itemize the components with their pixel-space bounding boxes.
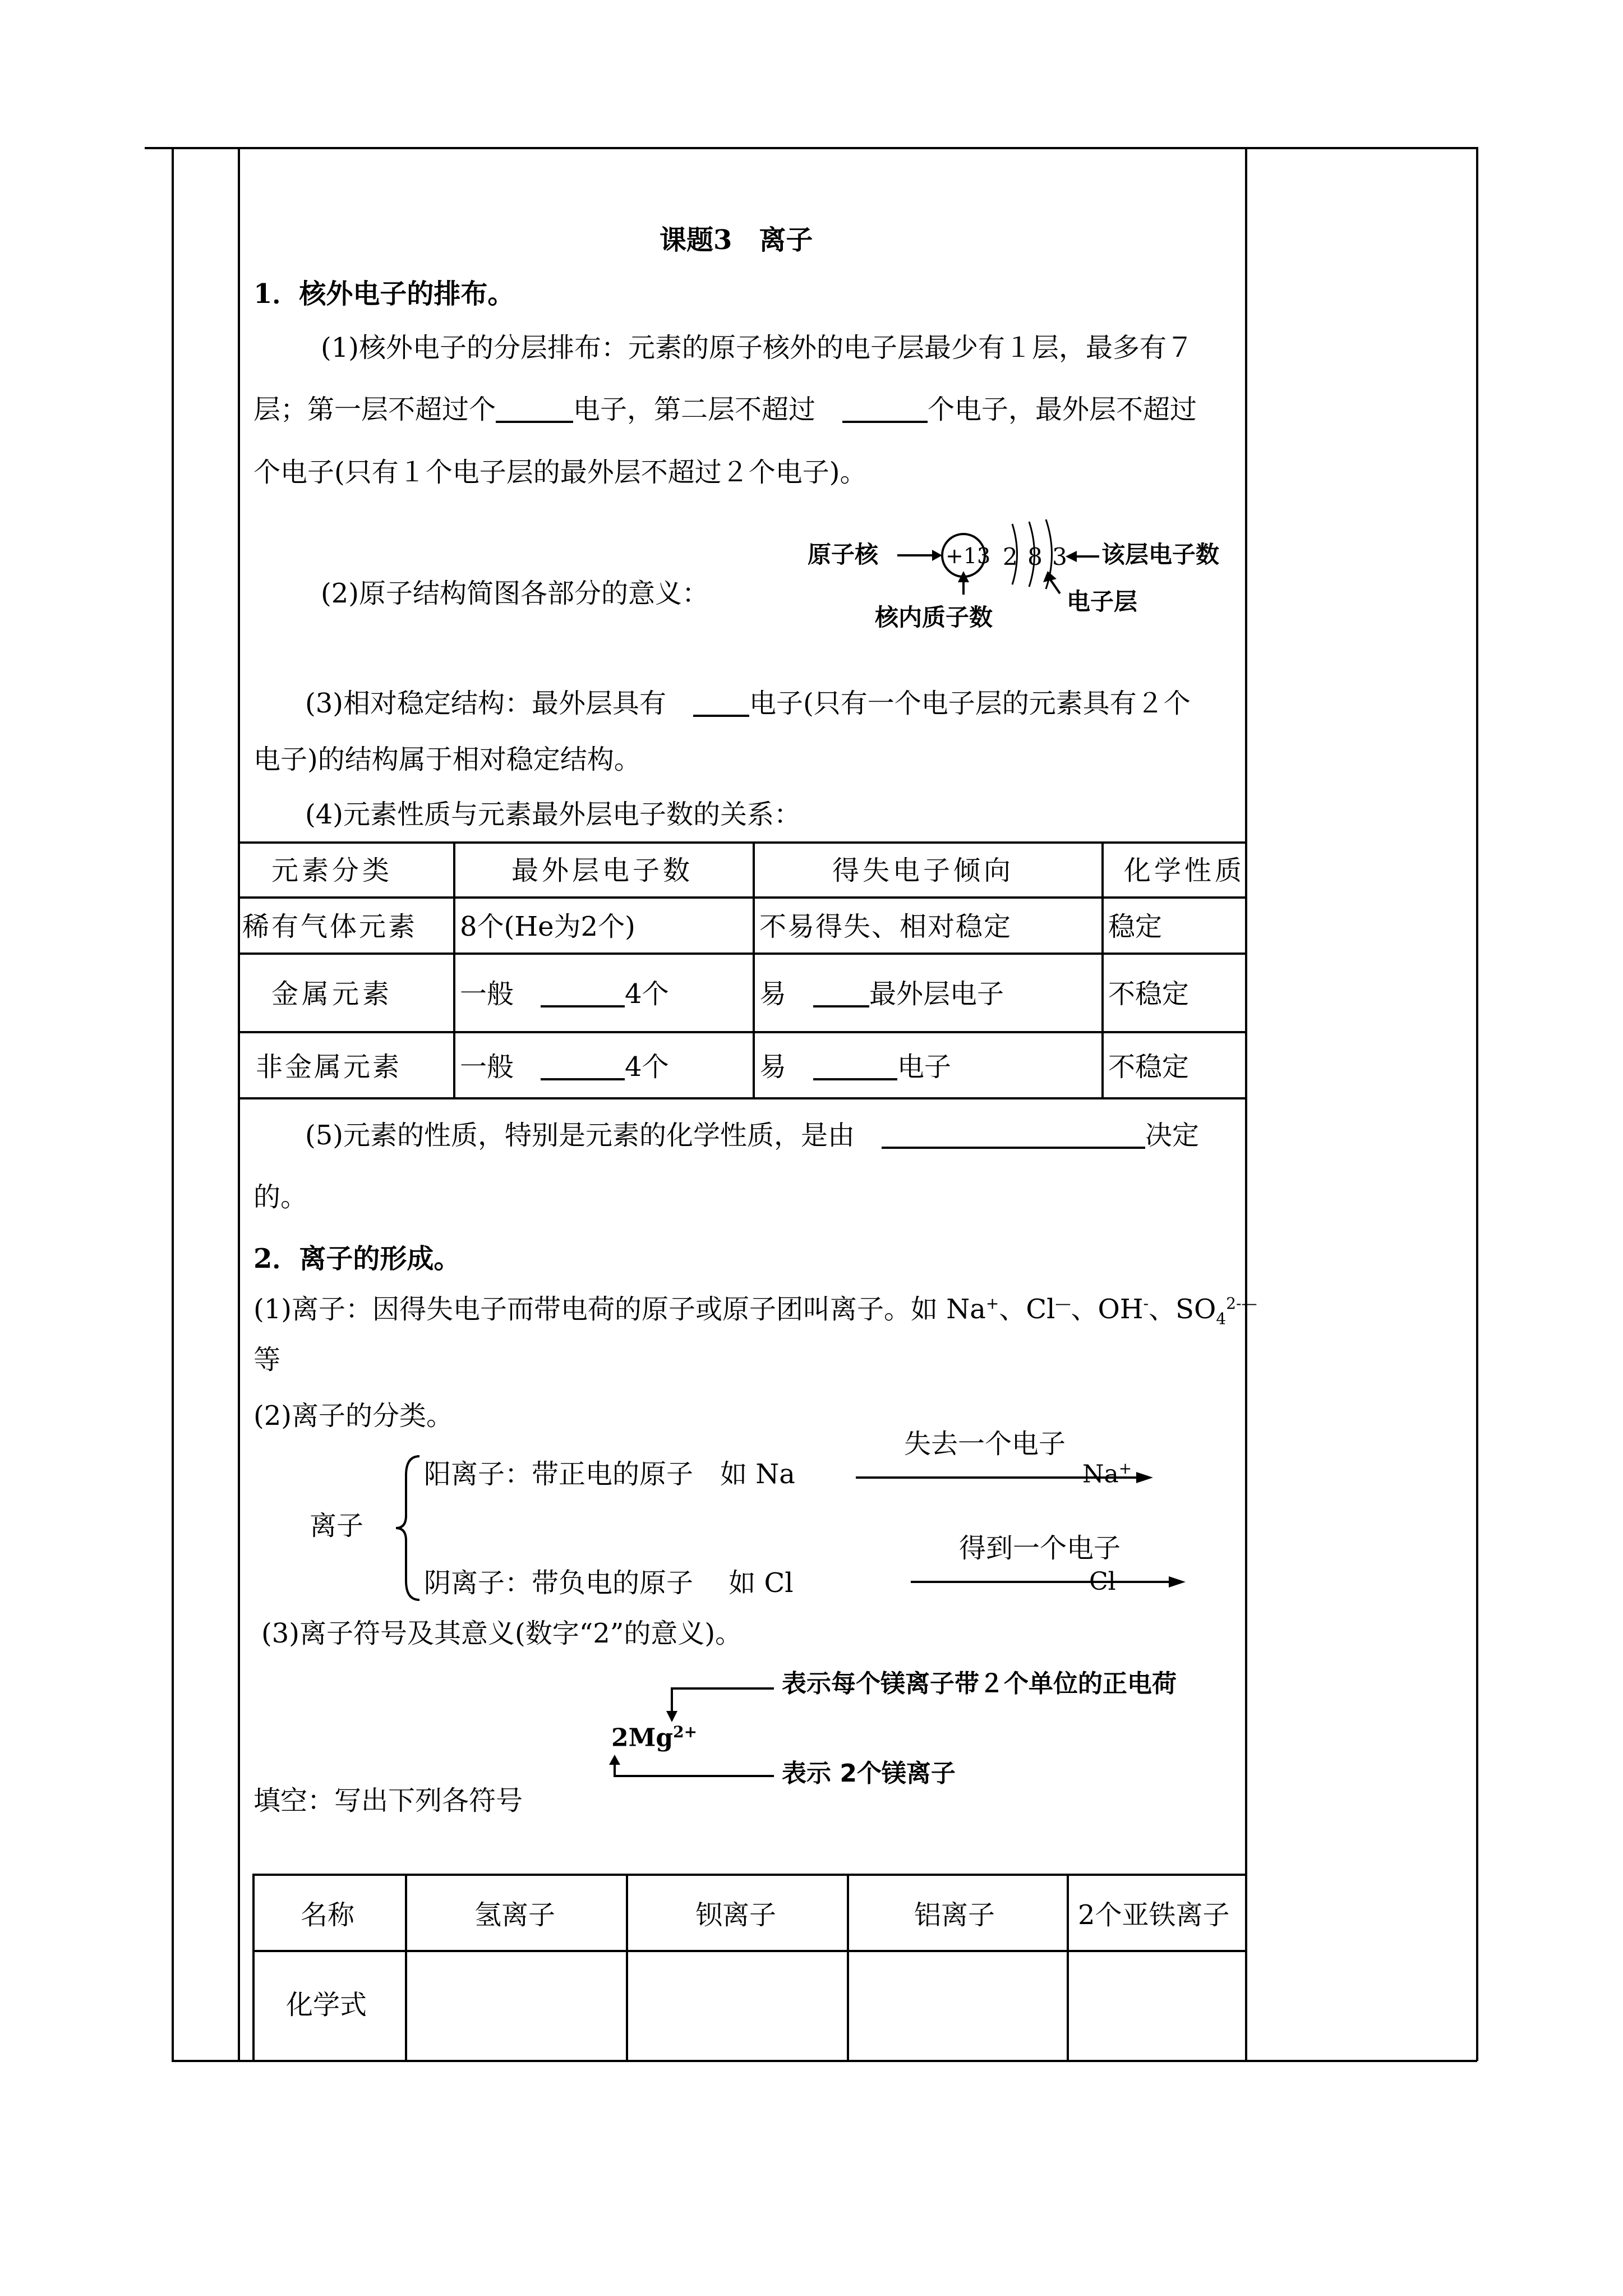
td-nonmetal-tendency — [759, 1051, 952, 1083]
section2-heading: 2．离子的形成。 — [253, 1243, 461, 1274]
td-nonmetal-property: 不稳定 — [1108, 1051, 1189, 1083]
s1-p5-line1a: (5)元素的性质，特别是元素的化学性质，是由 — [305, 1120, 855, 1151]
nonmetal-easy: 易 — [759, 1051, 787, 1083]
content-left — [238, 147, 240, 2061]
blank-stable-electrons[interactable] — [693, 690, 749, 717]
bottom-rule — [172, 2060, 1477, 2062]
td-nonmetal-electrons — [460, 1051, 669, 1083]
nonmetal-tend-suffix: 电子 — [897, 1051, 952, 1083]
ion-so4: 、SO — [1149, 1294, 1216, 1325]
fill-prompt: 填空：写出下列各符号 — [253, 1785, 523, 1816]
ion-cl: 、Cl — [999, 1294, 1055, 1325]
s1-p5-line2: 的。 — [253, 1181, 308, 1213]
row-formula-label: 化学式 — [286, 1989, 367, 2021]
top-rule — [145, 147, 1477, 149]
cation-arrow — [856, 1466, 1159, 1489]
content-right — [1245, 147, 1247, 2061]
s2-p3: (3)离子符号及其意义(数字“2”的意义)。 — [261, 1618, 743, 1649]
formula-cell-aluminum[interactable] — [849, 1952, 1066, 2059]
th-tendency: 得失电子倾向 — [832, 855, 1015, 886]
formula-cell-ferrous[interactable] — [1069, 1952, 1245, 2059]
cation-product: Na+ — [1082, 1459, 1132, 1489]
mg-symbol-text: 2Mg — [611, 1723, 674, 1752]
nucleus-charge: +13 — [946, 544, 991, 568]
s2-p1-etc: 等 — [253, 1344, 281, 1375]
blank-second-shell[interactable] — [842, 396, 928, 423]
nucleus-label: 原子核 — [808, 541, 879, 568]
s1-p1-line1: (1)核外电子的分层排布：元素的原子核外的电子层最少有１层，最多有７ — [321, 332, 1193, 364]
metal-easy: 易 — [759, 978, 787, 1010]
shell-label: 电子层 — [1067, 588, 1138, 615]
th-barium-ion: 钡离子 — [695, 1899, 777, 1931]
th-ferrous-ion: 2个亚铁离子 — [1078, 1899, 1230, 1931]
formula-cell-hydrogen[interactable] — [407, 1952, 625, 2059]
anion-product: Cl — [1089, 1567, 1116, 1596]
th-outer-electrons: 最外层电子数 — [511, 855, 694, 886]
atom-structure-diagram — [808, 516, 1245, 645]
s2-p2: (2)离子的分类。 — [253, 1400, 453, 1432]
nonmetal-general: 一般 — [460, 1051, 514, 1083]
th-chemical-property: 化学性质 — [1124, 855, 1246, 886]
td-noble-property: 稳定 — [1108, 911, 1163, 942]
anion-def: 阴离子：带负电的原子 如 Cl — [424, 1567, 794, 1599]
s1-p4: (4)元素性质与元素最外层电子数的关系： — [305, 799, 801, 830]
td-metal-electrons — [460, 978, 669, 1010]
td-metal: 金属元素 — [271, 978, 393, 1010]
s1-p1-line2b: 电子，第二层不超过 — [573, 394, 816, 425]
frame-left — [172, 147, 174, 2061]
section1-heading: 1．核外电子的排布。 — [253, 278, 515, 310]
cation-arrow-label: 失去一个电子 — [904, 1428, 1066, 1460]
atom-diagram-svg — [808, 516, 1245, 645]
blank-first-shell[interactable] — [496, 396, 573, 423]
cation-product-symbol: Na — [1082, 1460, 1119, 1489]
metal-suffix: 4个 — [625, 978, 669, 1010]
ion-oh: 、OH — [1071, 1294, 1144, 1325]
blank-nonmetal-count[interactable] — [541, 1053, 625, 1080]
td-nonmetal: 非金属元素 — [256, 1051, 402, 1083]
blank-metal-count[interactable] — [541, 981, 625, 1007]
shell-electrons: 2 8 3 — [1003, 543, 1068, 570]
td-metal-property: 不稳定 — [1108, 978, 1189, 1010]
ion-label: 离子 — [310, 1510, 364, 1542]
metal-tend-suffix: 最外层电子 — [869, 978, 1004, 1010]
anion-arrow — [911, 1567, 1191, 1596]
td-metal-tendency — [759, 978, 1004, 1010]
s1-p3-line1 — [305, 690, 1191, 717]
page-title: 课题3 离子 — [660, 224, 813, 256]
element-table — [238, 841, 1247, 1099]
blank-metal-tendency[interactable] — [813, 981, 869, 1007]
s2-p1a: (1)离子：因得失电子而带电荷的原子或原子团叫离子。如 Na — [253, 1294, 986, 1325]
metal-general: 一般 — [460, 978, 514, 1010]
th-aluminum-ion: 铝离子 — [914, 1899, 995, 1931]
anion-arrow-label: 得到一个电子 — [959, 1533, 1121, 1564]
s1-p3-line1b: 电子(只有一个电子层的元素具有２个 — [749, 688, 1191, 719]
blank-determined-by[interactable] — [882, 1122, 1145, 1149]
s1-p1-line3: 个电子(只有１个电子层的最外层不超过２个电子)。 — [253, 457, 867, 488]
s1-p1-line2c: 个电子，最外层不超过 — [928, 394, 1197, 425]
frame-right — [1476, 147, 1478, 2061]
symbol-table — [252, 1874, 1246, 2060]
mg-bottom-meaning: 表示 2个镁离子 — [782, 1759, 956, 1788]
td-noble-electrons: 8个(He为2个) — [460, 911, 635, 942]
s1-p5-line1 — [305, 1122, 1199, 1149]
s2-p1: (1)离子：因得失电子而带电荷的原子或原子团叫离子。如 Na+、Cl—、OH-、$SO_4^{2-—}$ — [253, 1294, 1257, 1328]
s1-p2: (2)原子结构简图各部分的意义： — [321, 578, 709, 609]
th-class: 元素分类 — [271, 855, 393, 886]
s1-p5-line1b: 决定 — [1145, 1120, 1200, 1151]
mg-charge: 2+ — [673, 1723, 698, 1741]
th-name: 名称 — [301, 1899, 355, 1931]
mg-top-meaning: 表示每个镁离子带２个单位的正电荷 — [782, 1669, 1177, 1698]
s1-p3-line2: 电子)的结构属于相对稳定结构。 — [253, 744, 641, 775]
blank-nonmetal-tendency[interactable] — [813, 1053, 897, 1080]
td-noble-tendency: 不易得失、相对稳定 — [759, 911, 1012, 942]
mg-symbol — [611, 1724, 697, 1751]
cation-def: 阳离子：带正电的原子 如 Na — [424, 1458, 795, 1490]
th-hydrogen-ion: 氢离子 — [474, 1899, 556, 1931]
s1-p1-line2 — [253, 396, 1197, 423]
shell-count-label: 该层电子数 — [1101, 541, 1220, 568]
formula-cell-barium[interactable] — [628, 1952, 846, 2059]
td-noble-gas: 稀有气体元素 — [242, 911, 418, 942]
nonmetal-suffix: 4个 — [625, 1051, 669, 1083]
proton-label: 核内质子数 — [875, 604, 993, 631]
s1-p1-line2a: 层；第一层不超过个 — [253, 394, 496, 425]
ion-brace — [393, 1453, 426, 1604]
s1-p3-line1a: (3)相对稳定结构：最外层具有 — [305, 688, 666, 719]
